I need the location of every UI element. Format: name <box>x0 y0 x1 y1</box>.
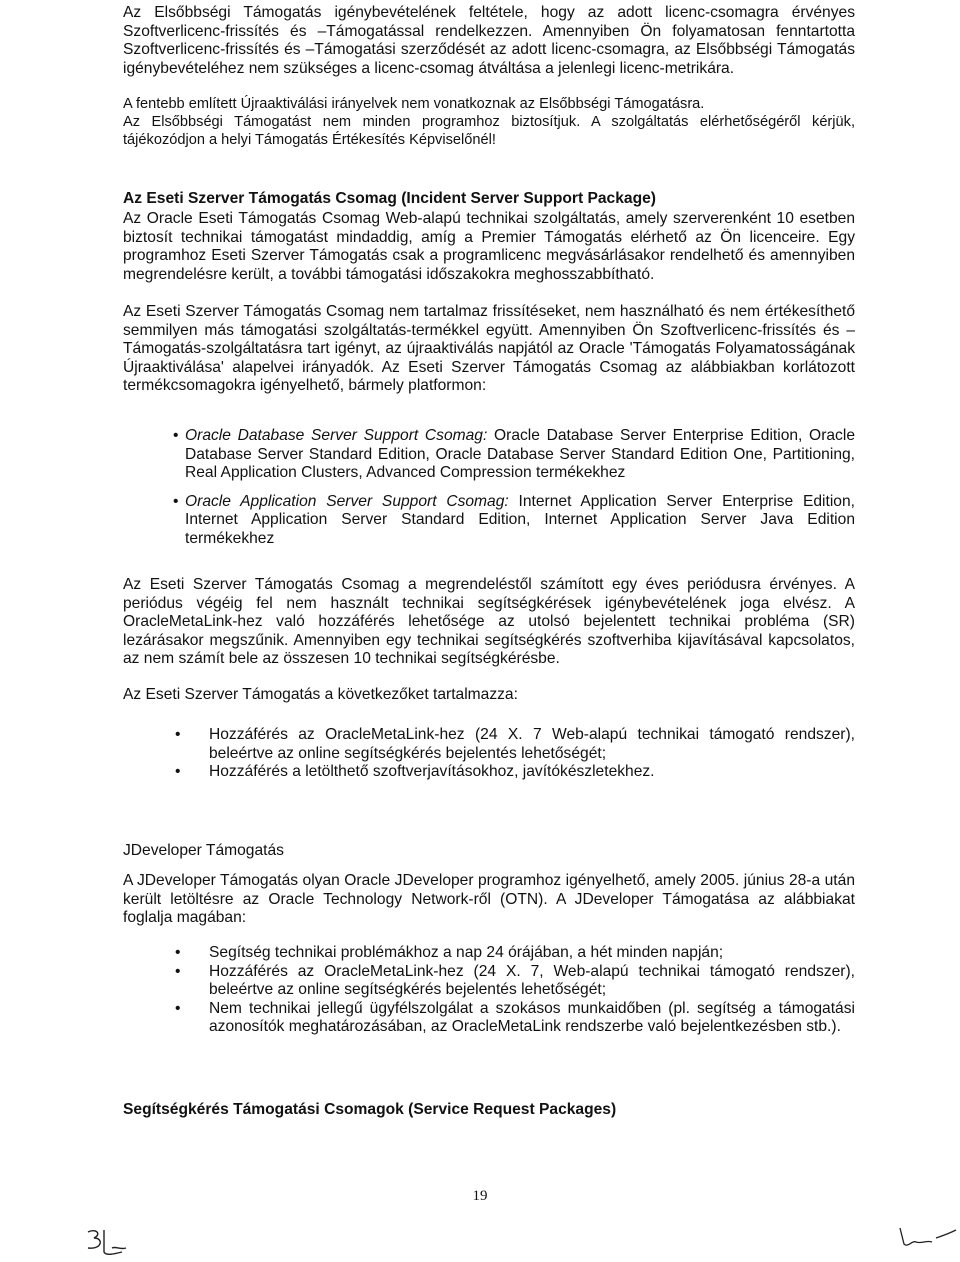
package-name: Oracle Database Server Support Csomag: <box>185 427 488 444</box>
validity-paragraph: Az Eseti Szerver Támogatás Csomag a megrendeléstől számított egy éves periódusra érvényes. A periódus végéig fel nem használt technikai segítségkérések igénybevételének joga elvész. A OracleMetaLink-hez való hozzáférés lehetősége az utolsó bejelentett technikai probléma (SR) lezárásakor megszűnik. Amennyiben egy technikai segítségkérés szoftverhiba kijavításával kapcsolatos, az nem számít bele az összesen 10 technikai segítségkérésbe. <box>123 576 855 668</box>
includes-list <box>123 726 855 782</box>
package-description: Internet Application Server Enterprise Edition, Internet Application Server Standard Edition, Internet Application Server Java Edition termékekhez <box>185 492 855 547</box>
list-item-text: Segítség technikai problémákhoz a nap 24 órájában, a hét minden napján; <box>209 944 724 961</box>
incident-server-heading: Az Eseti Szerver Támogatás Csomag (Incident Server Support Package) <box>123 190 656 207</box>
bullet: • <box>175 763 181 781</box>
reactivation-note: A fentebb említett Újraaktiválási irányelvek nem vonatkoznak az Elsőbbségi Támogatásra. <box>123 96 705 112</box>
jdeveloper-heading: JDeveloper Támogatás <box>123 842 284 859</box>
bullet: • <box>175 962 181 980</box>
initials-mark-right <box>896 1224 960 1254</box>
list-item-text: Hozzáférés az OracleMetaLink-hez (24 X. 7, Web-alapú technikai támogató rendszer), beleértve az online segítségkérés bejelentés lehetőségét; <box>209 962 855 999</box>
package-list <box>123 427 855 549</box>
incident-intro-paragraph: Az Oracle Eseti Támogatás Csomag Web-alapú technikai szolgáltatás, amely szerverenként 10 esetben biztosít technikai támogatást mindaddig, amíg a Premier Támogatás elérhető az Ön licenceire. Egy programhoz Eseti Szerver Támogatás csak a programlicenc megvásárlásakor rendelhető és amennyiben megrendelésre került, a további támogatási időszakokra meghosszabbítható. <box>123 210 855 283</box>
bullet: • <box>175 944 181 961</box>
list-item-text: Nem technikai jellegű ügyfélszolgálat a szokásos munkaidőben (pl. segítség a támogatási azonosítók meghatározásában, az OracleMetaLink rendszerbe való bejelentkezésben stb.). <box>209 999 855 1036</box>
list-item-text: Hozzáférés az OracleMetaLink-hez (24 X. 7 Web-alapú technikai támogató rendszer), beleértve az online segítségkérés bejelentés lehetőségét; <box>209 726 855 762</box>
list-item <box>123 726 855 763</box>
includes-intro: Az Eseti Szerver Támogatás a következőket tartalmazza: <box>123 686 518 703</box>
availability-note: Az Elsőbbségi Támogatást nem minden programhoz biztosítjuk. A szolgáltatás elérhetőségéről kérjük, tájékozódjon a helyi Támogatás Értékesítés Képviselőnél! <box>123 114 855 148</box>
list-item <box>123 493 855 549</box>
list-item <box>123 1000 855 1037</box>
bullet: • <box>175 999 181 1017</box>
service-request-heading: Segítségkérés Támogatási Csomagok (Service Request Packages) <box>123 1101 617 1118</box>
incident-restrictions-paragraph: Az Eseti Szerver Támogatás Csomag nem tartalmaz frissítéseket, nem használható és nem értékesíthető semmilyen más támogatási szolgáltatás-termékkel együtt. Amennyiben Ön Szoftverlicenc-frissítés és –Támogatás-szolgáltatásra tart igényt, az újraaktiválás napjától az Oracle 'Támogatás Folyamatosságának Újraaktiválása' alapelvei irányadók. Az Eseti Szerver Támogatás Csomag az alábbiakban korlátozott termékcsomagokra igényelhető, bármely platformon: <box>123 303 855 395</box>
package-description: Oracle Database Server Enterprise Edition, Oracle Database Server Standard Edition, Oracle Database Server Standard Edition One, Partitioning, Real Application Clusters, Advanced Compression termékekhez <box>185 427 855 482</box>
list-item <box>123 944 855 963</box>
bullet: • <box>173 492 179 510</box>
list-item <box>123 763 855 782</box>
bullet: • <box>173 427 179 444</box>
jdeveloper-paragraph: A JDeveloper Támogatás olyan Oracle JDeveloper programhoz igényelhető, amely 2005. június 28-a után került letöltésre az Oracle Technology Network-ről (OTN). A JDeveloper Támogatása az alábbiakat foglalja magában: <box>123 872 855 927</box>
page-number: 19 <box>472 1188 488 1204</box>
list-item-text: Hozzáférés a letölthető szoftverjavításokhoz, javítókészletekhez. <box>209 763 655 781</box>
bullet: • <box>175 726 181 743</box>
package-name: Oracle Application Server Support Csomag: <box>185 492 509 510</box>
eligibility-paragraph: Az Elsőbbségi Támogatás igénybevételének feltétele, hogy az adott licenc-csomagra érvényes Szoftverlicenc-frissítés és –Támogatással rendelkezzen. Amennyiben Ön folyamatosan fenntartotta Szoftverlicenc-frissítés és –Támogatási szerződését az adott licenc-csomagra, az Elsőbbségi Támogatás igénybevételéhez nem szükséges a licenc-csomag átváltása a jelenlegi licenc-metrikára. <box>123 4 855 77</box>
list-item <box>123 963 855 1000</box>
jdeveloper-list <box>123 944 855 1037</box>
initials-mark-left <box>82 1226 152 1260</box>
list-item <box>123 427 855 483</box>
